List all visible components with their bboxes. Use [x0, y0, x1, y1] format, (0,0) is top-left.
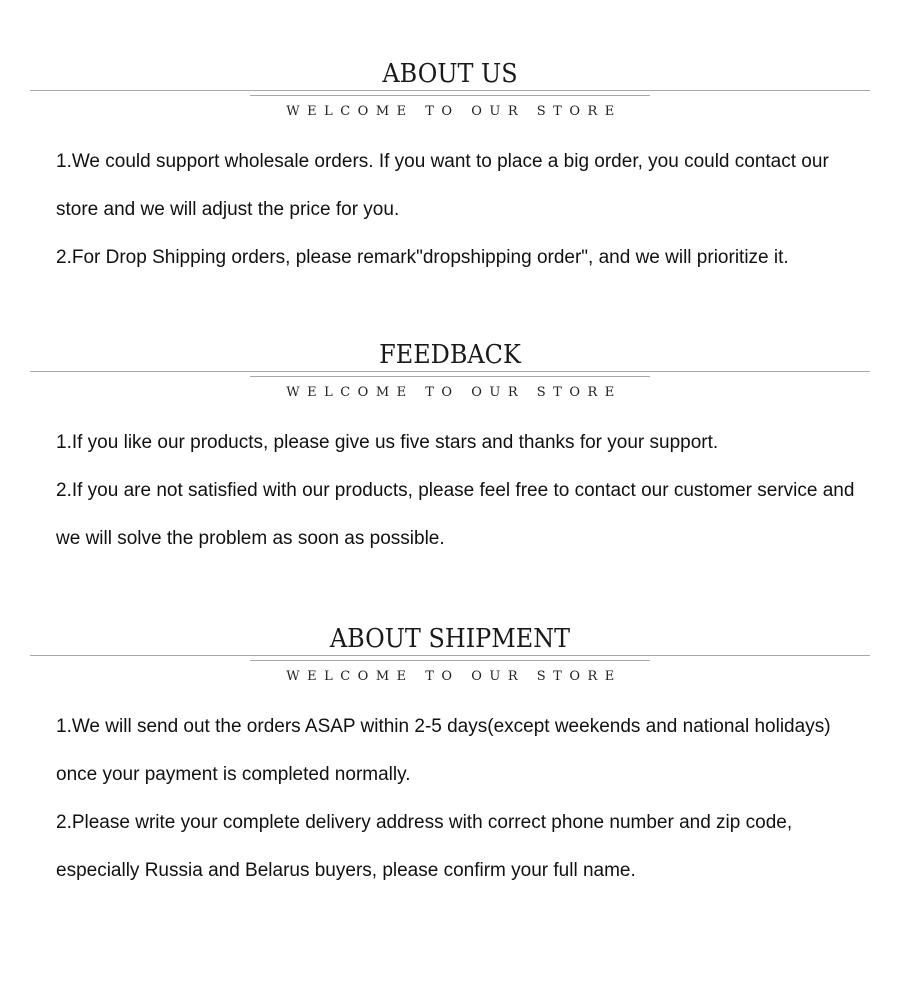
section-title: FEEDBACK — [379, 340, 521, 370]
paragraph: 1.If you like our products, please give us five stars and thanks for your support. — [56, 432, 719, 453]
section-subtitle: WELCOME TO OUR STORE — [286, 669, 622, 684]
subtitle-divider — [250, 95, 650, 96]
paragraph: 2.For Drop Shipping orders, please remark"dropshipping order", and we will prioritize it. — [56, 247, 789, 268]
section-subtitle: WELCOME TO OUR STORE — [286, 104, 622, 119]
section-subtitle: WELCOME TO OUR STORE — [286, 385, 622, 400]
section-title: ABOUT SHIPMENT — [329, 624, 571, 654]
title-divider — [30, 655, 870, 656]
title-divider — [30, 90, 870, 91]
subtitle-divider — [250, 660, 650, 661]
paragraph: 1.We could support wholesale orders. If you want to place a big order, you could contact our store and we will adjust the price for you. — [56, 151, 829, 220]
paragraph: 1.We will send out the orders ASAP within 2-5 days(except weekends and national holidays) once your payment is completed normally. — [56, 716, 831, 785]
section-title: ABOUT US — [382, 59, 518, 89]
title-divider — [30, 371, 870, 372]
subtitle-divider — [250, 376, 650, 377]
paragraph: 2.Please write your complete delivery address with correct phone number and zip code, especially Russia and Belarus buyers, please confirm your full name. — [56, 812, 793, 881]
paragraph: 2.If you are not satisfied with our products, please feel free to contact our customer service and we will solve the problem as soon as possible. — [56, 480, 855, 549]
